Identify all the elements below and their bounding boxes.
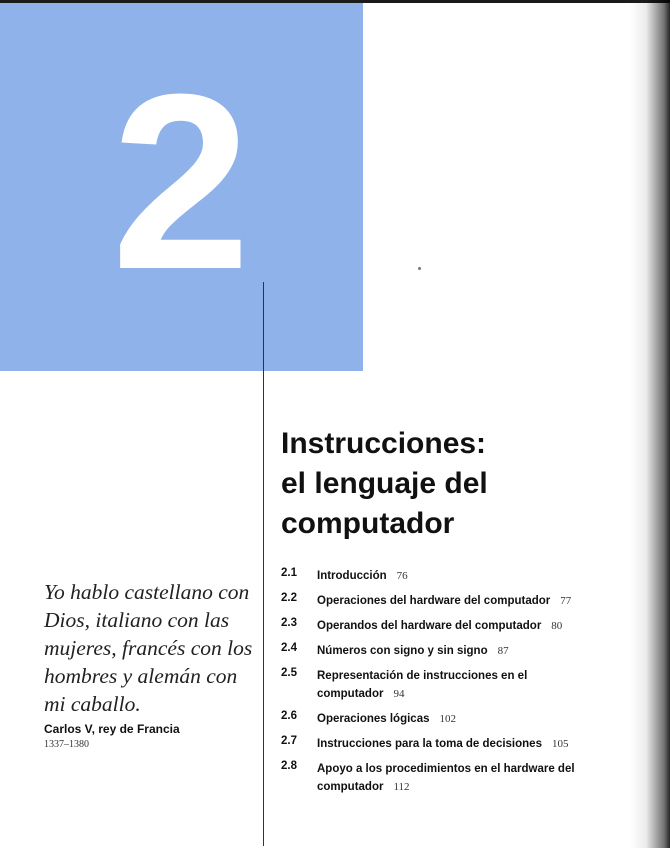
quote-line: mujeres, francés con los — [44, 636, 253, 660]
toc-label: Números con signo y sin signo — [317, 645, 488, 657]
toc-label: Representación de instrucciones en el computador — [317, 670, 528, 700]
toc-number: 2.7 — [281, 735, 297, 747]
chapter-title-line: computador — [281, 507, 455, 540]
epigraph-author: Carlos V, rey de Francia — [44, 722, 180, 736]
toc-entry — [281, 734, 616, 752]
toc-page: 80 — [551, 620, 563, 632]
quote-line: hombres y alemán con — [44, 664, 238, 688]
print-speck — [418, 267, 421, 270]
toc-label: Apoyo a los procedimientos en el hardware del computador — [317, 763, 575, 793]
toc-entry — [281, 616, 616, 634]
vertical-divider — [263, 282, 264, 846]
epigraph-dates: 1337–1380 — [44, 739, 89, 750]
page-edge-shadow — [630, 0, 670, 848]
toc-page: 112 — [393, 781, 410, 793]
toc-entry — [281, 666, 616, 702]
chapter-title — [281, 424, 621, 544]
toc-entry — [281, 709, 616, 727]
toc-number: 2.6 — [281, 710, 297, 722]
epigraph-quote — [44, 578, 259, 718]
toc-label: Operaciones del hardware del computador — [317, 595, 551, 607]
toc-number: 2.4 — [281, 642, 297, 654]
chapter-title-line: Instrucciones: — [281, 427, 487, 460]
toc-number: 2.3 — [281, 617, 297, 629]
toc-page: 102 — [439, 713, 456, 725]
toc-page: 94 — [393, 688, 405, 700]
chapter-title-line: el lenguaje del — [281, 467, 488, 500]
toc-label: Operaciones lógicas — [317, 713, 430, 725]
quote-line: mi caballo. — [44, 692, 141, 716]
toc-page: 87 — [497, 645, 509, 657]
toc-label: Instrucciones para la toma de decisiones — [317, 738, 542, 750]
toc-number: 2.2 — [281, 592, 297, 604]
chapter-number: 2 — [111, 42, 251, 321]
toc-page: 76 — [396, 570, 408, 582]
toc-entry — [281, 566, 616, 584]
quote-line: Dios, italiano con las — [44, 608, 230, 632]
toc-number: 2.8 — [281, 760, 297, 772]
toc-entry — [281, 641, 616, 659]
quote-line: Yo hablo castellano con — [44, 580, 250, 604]
toc-number: 2.1 — [281, 567, 297, 579]
toc-number: 2.5 — [281, 667, 297, 679]
toc-label: Operandos del hardware del computador — [317, 620, 542, 632]
toc-entry — [281, 759, 616, 795]
table-of-contents — [281, 566, 616, 802]
toc-label: Introducción — [317, 570, 387, 582]
toc-page: 105 — [551, 738, 569, 750]
toc-entry — [281, 591, 616, 609]
toc-page: 77 — [560, 595, 572, 607]
